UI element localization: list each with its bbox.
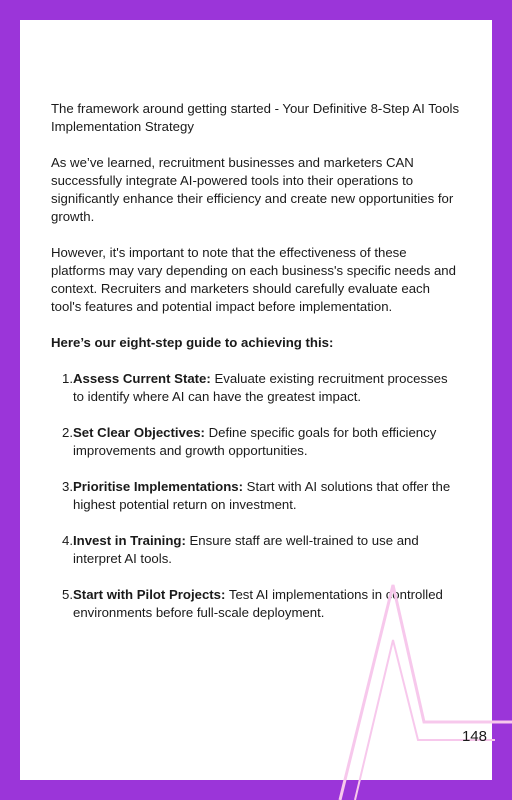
- step-lead: Set Clear Objectives:: [73, 425, 205, 440]
- step-lead: Assess Current State:: [73, 371, 211, 386]
- step-number: 4.: [62, 533, 73, 548]
- step-lead: Prioritise Implementations:: [73, 479, 244, 494]
- step-text: Define specific goals for both efficiency improvements and growth opportunities.: [73, 425, 437, 458]
- step-item: [51, 478, 461, 514]
- page-number: 148: [461, 728, 487, 745]
- step-number: 5.: [62, 587, 73, 602]
- step-item: [51, 532, 461, 568]
- step-number: 1.: [62, 371, 73, 386]
- paragraph-1: As we’ve learned, recruitment businesses and marketers CAN successfully integrate AI-powered tools into their operations to significantly enhance their efficiency and create new opportunities for growth.: [51, 155, 454, 224]
- step-lead: Start with Pilot Projects:: [73, 587, 226, 602]
- steps-list: [51, 370, 461, 622]
- document-page: [20, 20, 492, 780]
- step-number: 3.: [62, 479, 73, 494]
- paragraph-2: However, it's important to note that the effectiveness of these platforms may vary depending on each business's specific needs and context. Recruiters and marketers should carefully evaluate each tool's features and potential impact before implementation.: [51, 245, 456, 314]
- guide-heading: Here’s our eight-step guide to achieving this:: [51, 335, 334, 350]
- step-number: 2.: [62, 425, 73, 440]
- page-content: [51, 100, 461, 640]
- step-lead: Invest in Training:: [73, 533, 186, 548]
- intro-title: The framework around getting started - Your Definitive 8-Step AI Tools Implementation Strategy: [51, 101, 460, 134]
- step-item: [51, 424, 461, 460]
- step-item: [51, 370, 461, 406]
- step-text: Start with AI solutions that offer the highest potential return on investment.: [73, 479, 451, 512]
- step-text: Ensure staff are well-trained to use and interpret AI tools.: [73, 533, 419, 566]
- step-text: Evaluate existing recruitment processes to identify where AI can have the greatest impact.: [73, 371, 448, 404]
- step-text: Test AI implementations in controlled environments before full-scale deployment.: [73, 587, 443, 620]
- step-item: [51, 586, 461, 622]
